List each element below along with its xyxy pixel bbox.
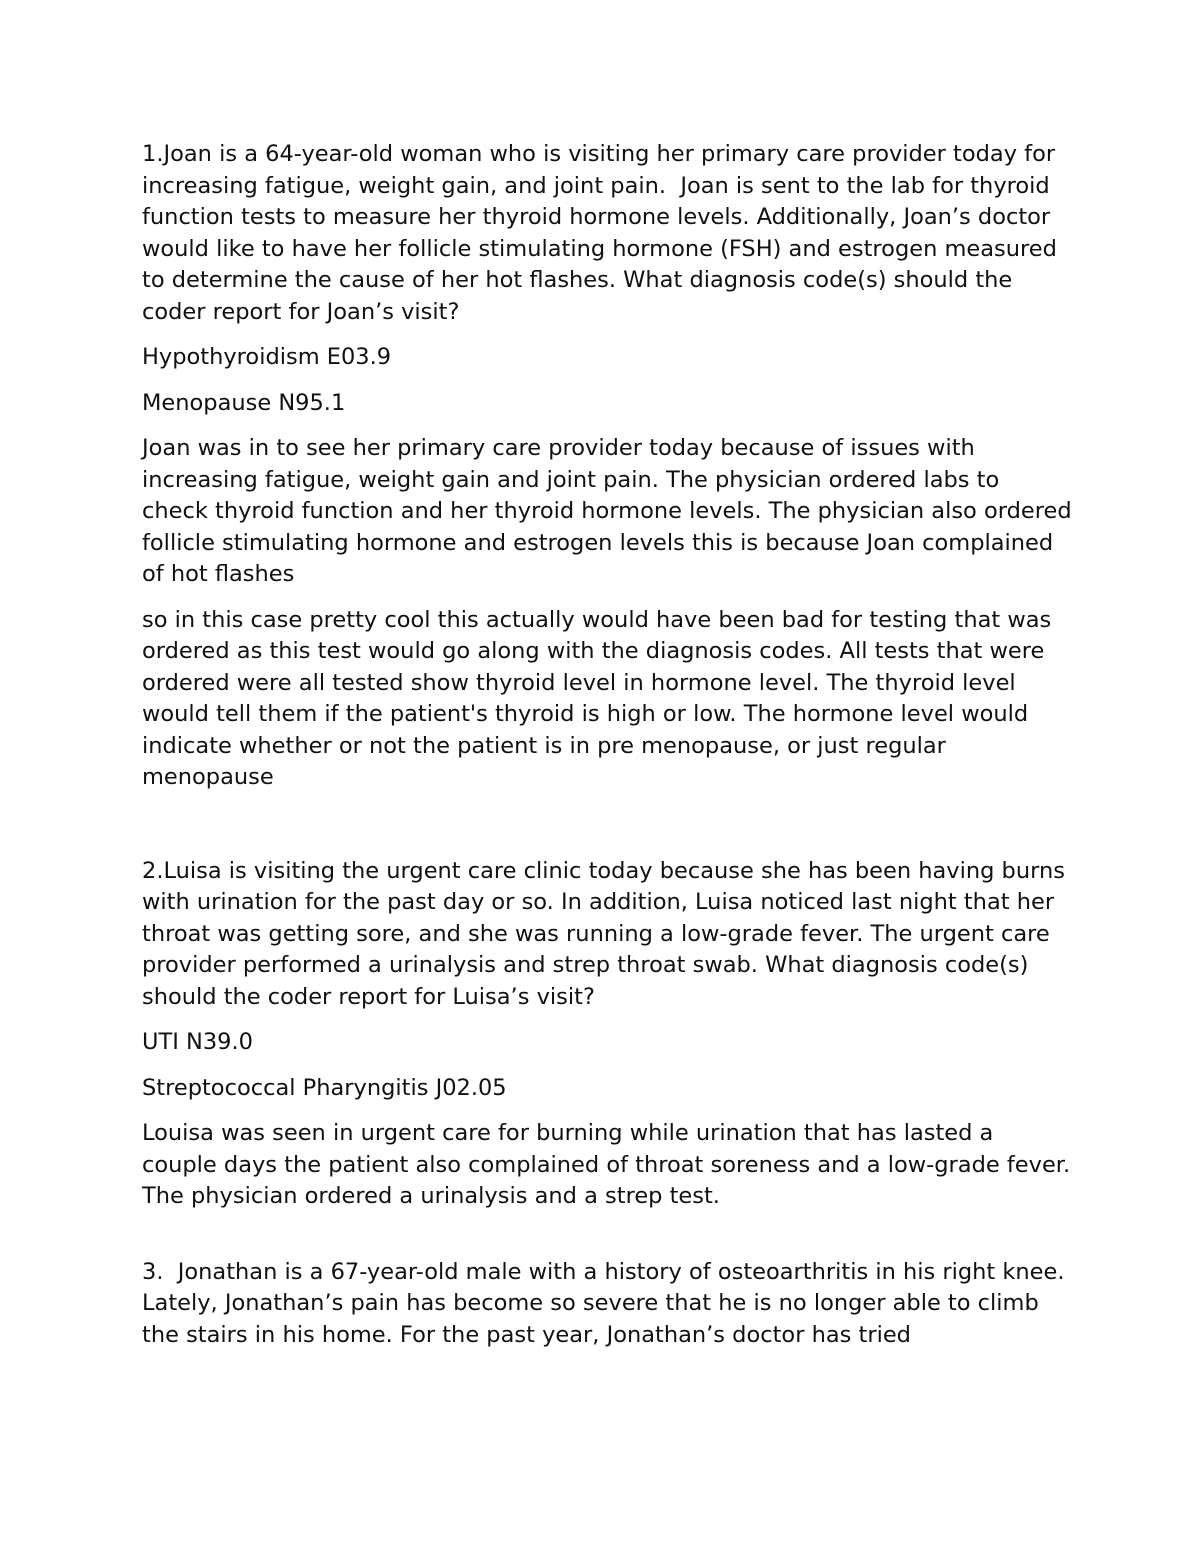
q1-question: 1.Joan is a 64-year-old woman who is visiting her primary care provider today for increasing fatigue, weight gain, and joint pain. Joan is sent to the lab for thyroid function tests to measure her thyroid hormone levels. Additionally, Joan’s doctor would like to have her follicle stimulating hormone (FSH) and estrogen measured to determine the cause of her hot flashes. What diagnosis code(s) should the coder report for Joan’s visit? (142, 141, 1065, 325)
q1-summary: Joan was in to see her primary care provider today because of issues with increasing fatigue, weight gain and joint pain. The physician ordered labs to check thyroid function and her thyroid hormone levels. The physician also ordered follicle stimulating hormone and estrogen levels this is because Joan complained of hot flashes (142, 435, 1079, 587)
q1-notes: so in this case pretty cool this actually would have been bad for testing that was ordered as this test would go along with the diagnosis codes. All tests that were ordered were all tested show thyroid level in hormone level. The thyroid level would tell them if the patient's thyroid is high or low. The hormone level would indicate whether or not the patient is in pre menopause, or just regular menopause (142, 606, 1059, 790)
q2-question: 2.Luisa is visiting the urgent care clinic today because she has been having burns with urination for the past day or so. In addition, Luisa noticed last night that her throat was getting sore, and she was running a low-grade fever. The urgent care provider performed a urinalysis and strep throat swab. What diagnosis code(s) should the coder report for Luisa’s visit? (142, 857, 1073, 1010)
q3-question: 3. Jonathan is a 67-year-old male with a history of osteoarthritis in his right knee. Lately, Jonathan’s pain has become so severe that he is no longer able to climb the stairs in his home. For the past year, Jonathan’s doctor has tried (142, 1258, 1072, 1348)
q2-code-uti: UTI N39.0 (142, 1029, 253, 1055)
document-page (142, 139, 1079, 1365)
q2-code-strep: Streptococcal Pharyngitis J02.05 (142, 1074, 507, 1101)
q2-summary: Louisa was seen in urgent care for burning while urination that has lasted a couple days the patient also complained of throat soreness and a low-grade fever. The physician ordered a urinalysis and a strep test. (142, 1120, 1078, 1209)
q1-code-menopause: Menopause N95.1 (142, 389, 346, 416)
q1-code-hypothyroidism: Hypothyroidism E03.9 (142, 344, 392, 370)
